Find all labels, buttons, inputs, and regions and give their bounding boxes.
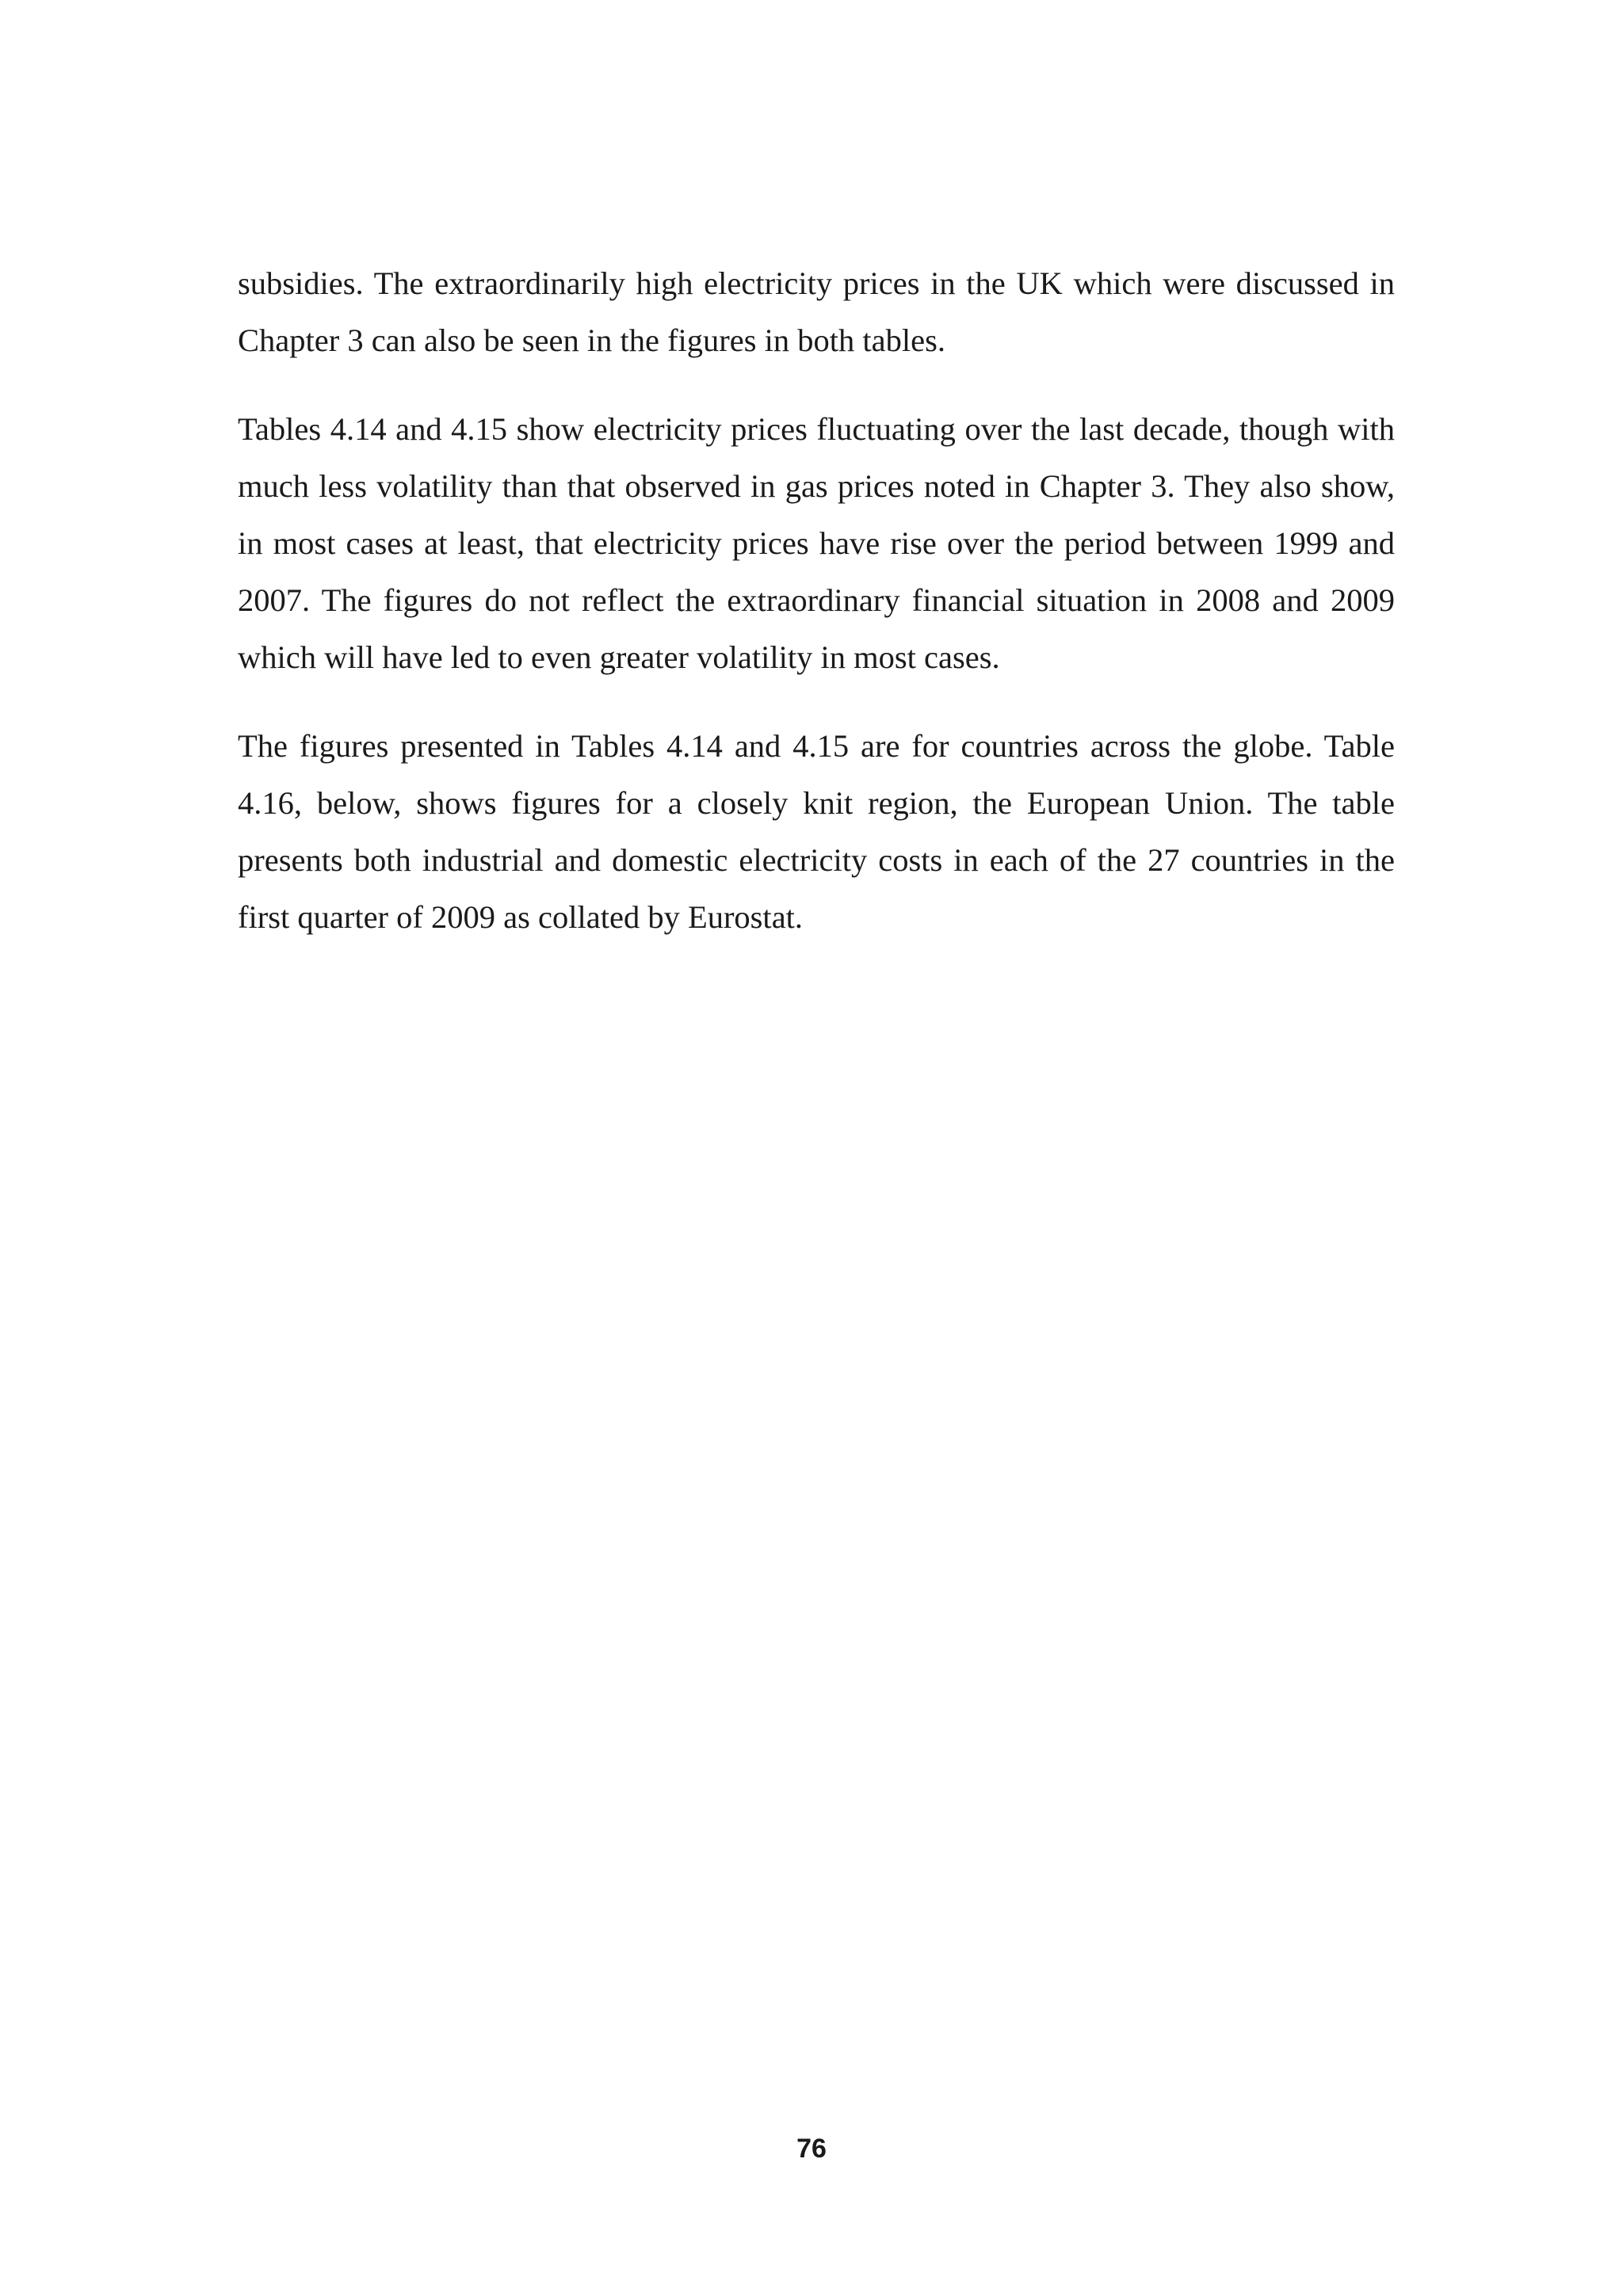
- page-number: 76: [796, 2134, 827, 2164]
- paragraph-2: Tables 4.14 and 4.15 show electricity prices fluctuating over the last decade, though with much less volatility than that observed in gas prices noted in Chapter 3. They also show, in most cases at least, that electricity prices have rise over the period between 1999 and 2007. The figures do not reflect the extraordinary financial situation in 2008 and 2009 which will have led to even greater volatility in most cases.: [238, 411, 1395, 675]
- paragraph-3: The figures presented in Tables 4.14 and 4.15 are for countries across the globe. Table 4.16, below, shows figures for a closely knit region, the European Union. The table presents both industrial and domestic electricity costs in each of the 27 countries in the first quarter of 2009 as collated by Eurostat.: [238, 728, 1395, 935]
- body-text: [238, 255, 1395, 978]
- paragraph-1: subsidies. The extraordinarily high electricity prices in the UK which were discussed in Chapter 3 can also be seen in the figures in both tables.: [238, 265, 1395, 358]
